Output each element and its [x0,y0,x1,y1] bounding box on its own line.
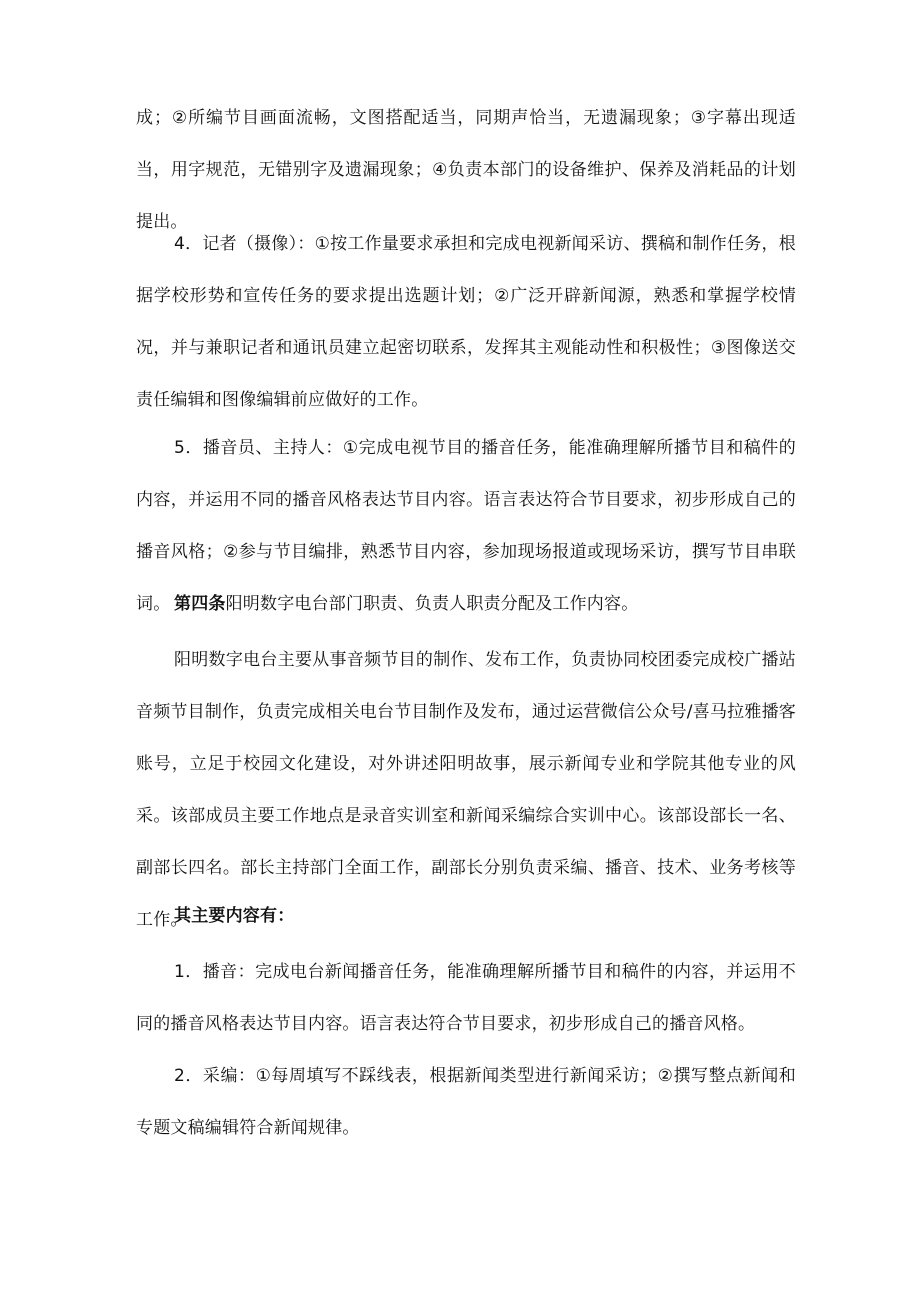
paragraph-editor-duties-cont: 成；②所编节目画面流畅，文图搭配适当，同期声恰当，无遗漏现象；③字幕出现适当，用字规范，无错别字及遗漏现象；④负责本部门的设备维护、保养及消耗品的计划提出。 [136,108,796,232]
article-4-label: 第四条 [174,594,226,614]
article-4-heading [136,578,796,630]
main-content-heading: 其主要内容有： [174,906,295,926]
paragraph-reporter-duties: 4．记者（摄像）：①按工作量要求承担和完成电视新闻采访、撰稿和制作任务，根据学校形势和宣传任务的要求提出选题计划；②广泛开辟新闻源，熟悉和掌握学校情况，并与兼职记者和通讯员建立起密切联系，发挥其主观能动性和积极性；③图像送交责任编辑和图像编辑前应做好的工作。 [136,234,796,410]
item-editing: 2．采编：①每周填写不踩线表，根据新闻类型进行新闻采访；②撰写整点新闻和专题文稿编辑符合新闻规律。 [136,1066,796,1138]
paragraph-announcer-duties: 5．播音员、主持人：①完成电视节目的播音任务，能准确理解所播节目和稿件的内容，并运用不同的播音风格表达节目内容。语言表达符合节目要求，初步形成自己的播音风格；②参与节目编排，熟悉节目内容，参加现场报道或现场采访，撰写节目串联词。 [136,438,796,614]
paragraph-radio-intro: 阳明数字电台主要从事音频节目的制作、发布工作，负责协同校团委完成校广播站音频节目制作，负责完成相关电台节目制作及发布，通过运营微信公众号/喜马拉雅播客账号，立足于校园文化建设，对外讲述阳明故事，展示新闻专业和学院其他专业的风采。该部成员主要工作地点是录音实训室和新闻采编综合实训中心。该部设部长一名、副部长四名。部长主持部门全面工作，副部长分别负责采编、播音、技术、业务考核等工作。 [136,650,796,930]
article-4-title: 阳明数字电台部门职责、负责人职责分配及工作内容。 [225,594,639,614]
item-broadcasting: 1．播音：完成电台新闻播音任务，能准确理解所播节目和稿件的内容，并运用不同的播音风格表达节目内容。语言表达符合节目要求，初步形成自己的播音风格。 [136,962,796,1034]
